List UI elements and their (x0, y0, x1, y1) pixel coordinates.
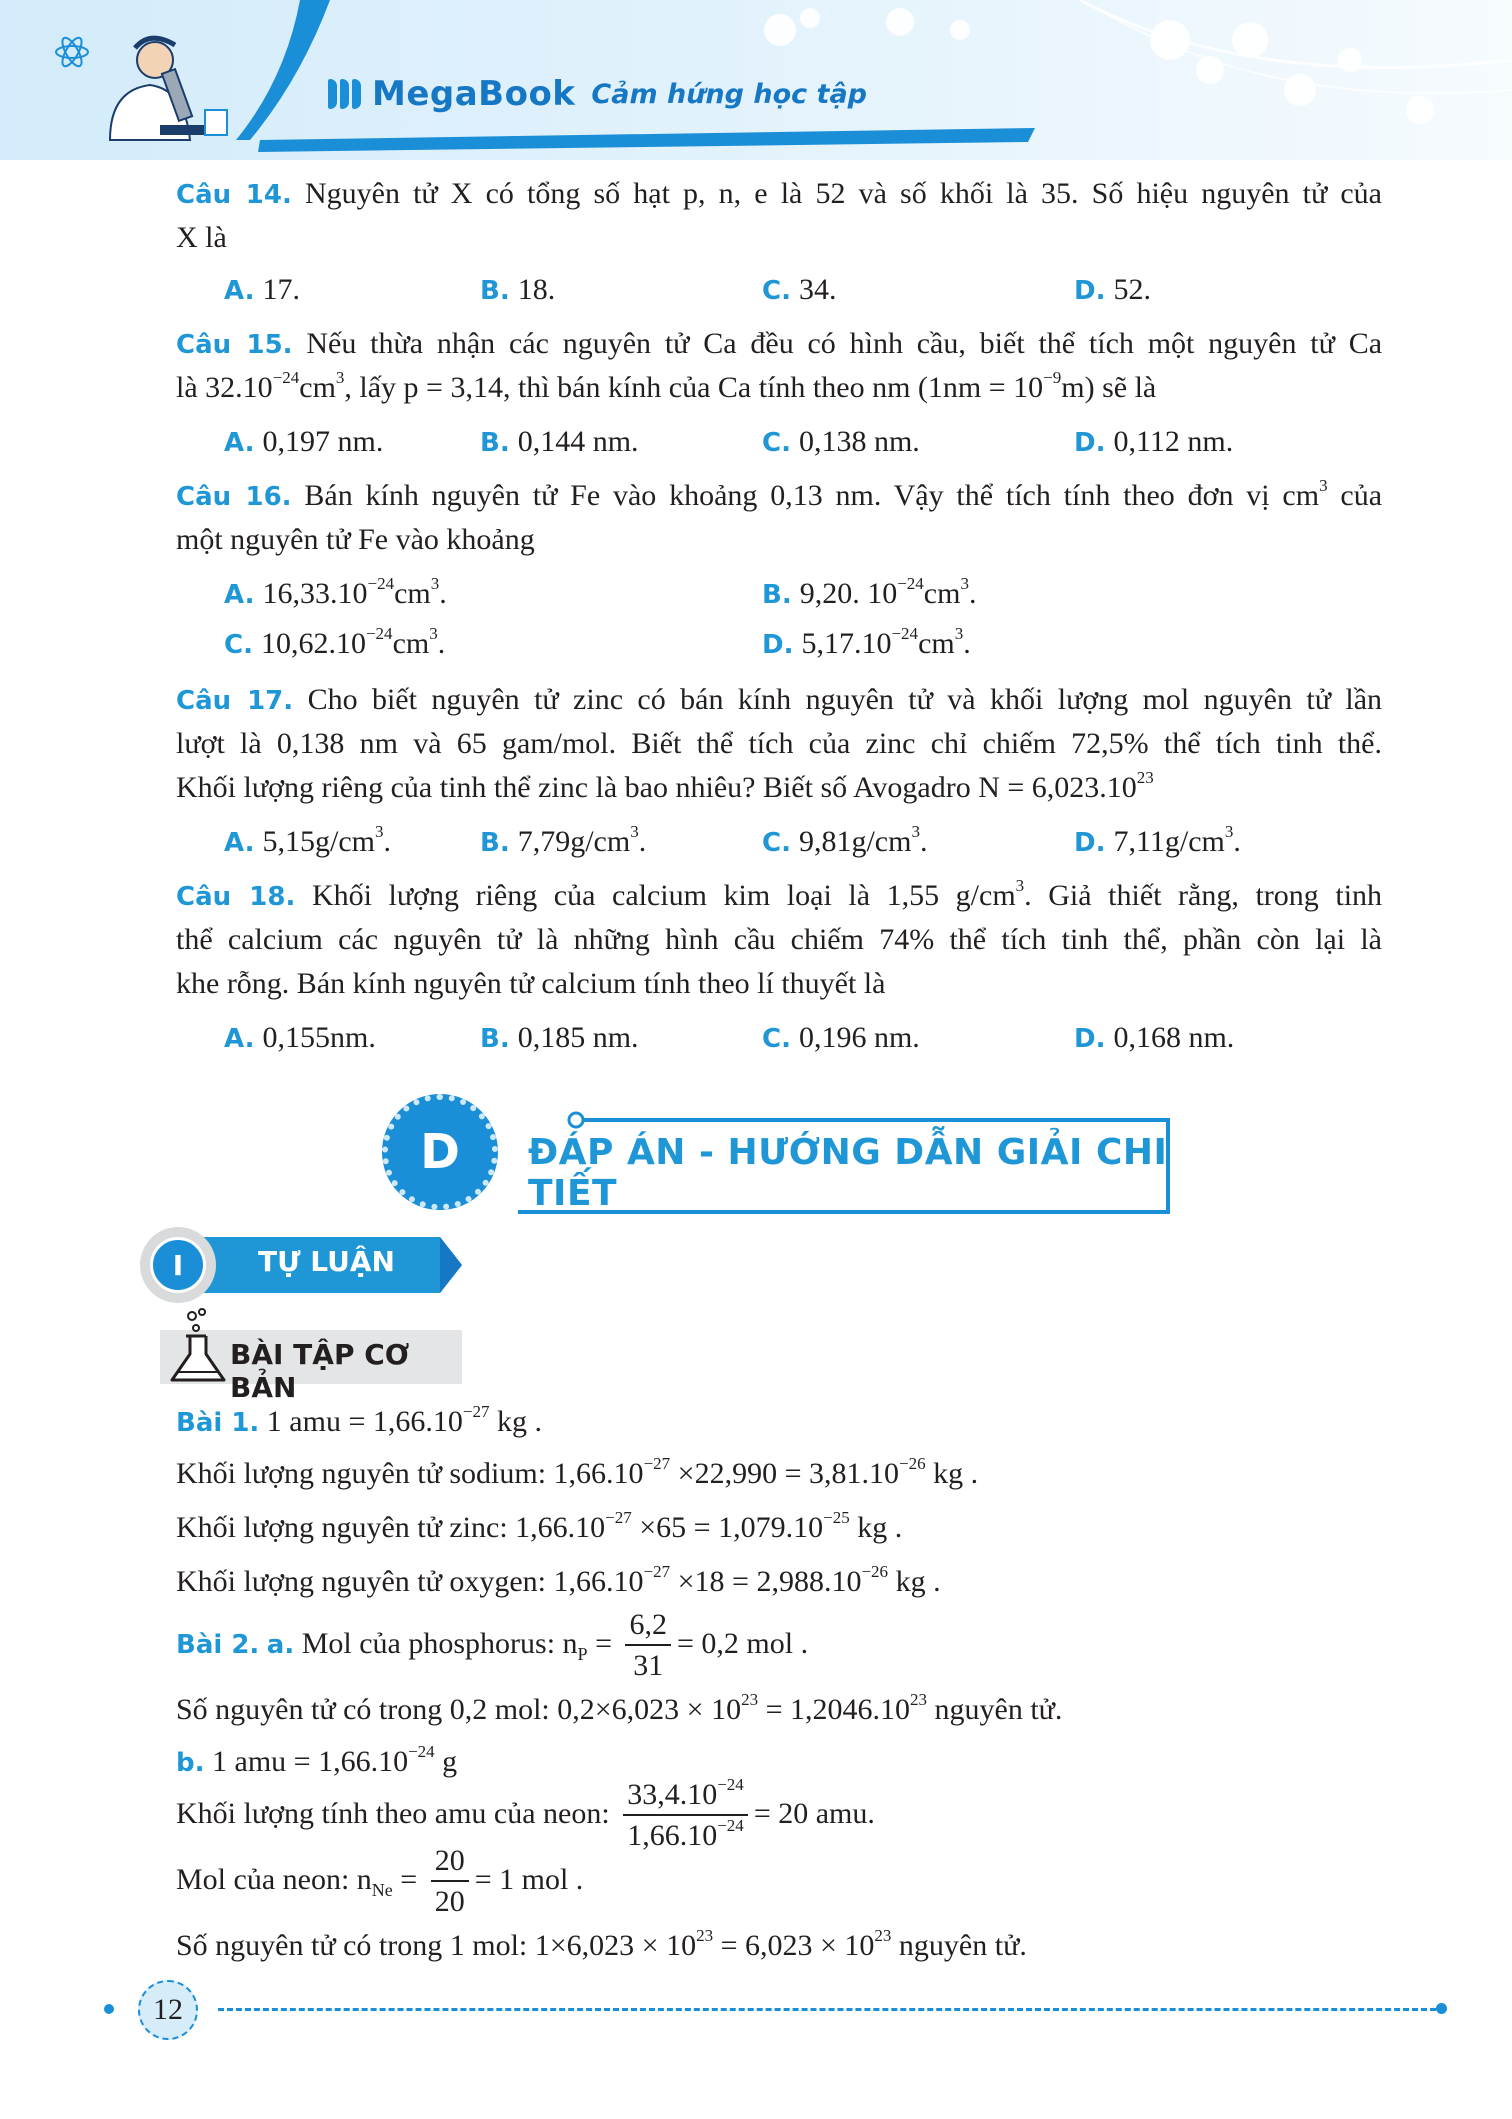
bai1-line1: Bài 1. 1 amu = $1,66.10^{-27}$ kg . (176, 1402, 542, 1438)
footer-dot-left (104, 2004, 114, 2014)
brand-slogan: Cảm hứng học tập (591, 78, 868, 110)
q15-option-c: C. 0,138 nm. (762, 425, 920, 458)
q15-label: Câu 15. (176, 330, 293, 360)
q15-option-a: A. 0,197 nm. (224, 425, 384, 458)
q18-line3: khe rỗng. Bán kính nguyên tử calcium tính theo lí thuyết là (176, 967, 886, 1000)
q17-line1: Câu 17. Cho biết nguyên tử zinc có bán kính nguyên tử và khối lượng mol nguyên tử lần (176, 683, 1383, 716)
q17-line2: lượt là 0,138 nm và 65 gam/mol. Biết thể tích của zinc chỉ chiếm 72,5% thể tích tinh thể. (176, 727, 1382, 760)
q16-option-c: C. $10,62.10^{-24}cm^3$. (224, 624, 446, 660)
q17-label: Câu 17. (176, 686, 294, 716)
page-footer (100, 1970, 1360, 2050)
part-i-title: TỰ LUẬN (258, 1245, 395, 1278)
bai1-line4: Khối lượng nguyên tử oxygen: $1,66.10^{-27} \times 18 = 2,988.10^{-26}$ kg . (176, 1562, 941, 1598)
footer-dot-right (1436, 2003, 1447, 2014)
q17-option-b: B. $7,79g/cm^3$. (480, 822, 647, 858)
q17-option-c: C. $9,81g/cm^3$. (762, 822, 928, 858)
q16-line1: Câu 16. Bán kính nguyên tử Fe vào khoảng 0,13 nm. Vậy thể tích tính theo đơn vị $cm^3$ của (176, 476, 1383, 512)
part-i-badge: I (140, 1227, 216, 1303)
q18-line2: thể calcium các nguyên tử là những hình cầu chiếm 74% thể tích tinh thể, phần còn lại là (176, 923, 1382, 956)
bai1-line2: Khối lượng nguyên tử sodium: $1,66.10^{-27} \times 22,990 = 3,81.10^{-26}$ kg . (176, 1454, 979, 1490)
fraction-neon-mol: $\frac{20}{20}$ (431, 1842, 469, 1922)
bai2-part-a: a. (266, 1630, 295, 1660)
q14-option-d: D. 52. (1074, 273, 1151, 306)
bai2-line-b2: Khối lượng tính theo amu của neon: $\frac{33,4.10^{-24}}{1,66.10^{-24}}$ = 20 amu. (176, 1772, 875, 1856)
bai2-line-b1: b. 1 amu = $1,66.10^{-24}$ g (176, 1742, 458, 1778)
subsection-heading (160, 1308, 462, 1404)
q15-line2: là $32.10^{-24}cm^3$, lấy p = 3,14, thì bán kính của Ca tính theo nm $(1nm = 10^{-9}m)$ sẽ là (176, 368, 1157, 404)
q18-label: Câu 18. (176, 882, 296, 912)
q17-option-d: D. $7,11g/cm^3$. (1074, 822, 1241, 858)
fraction-phosphorus: $\frac{6,2}{31}$ (625, 1606, 671, 1686)
q18-option-d: D. 0,168 nm. (1074, 1021, 1235, 1054)
q16-line2: một nguyên tử Fe vào khoảng (176, 523, 535, 556)
brand-logo (328, 74, 867, 114)
q15-option-d: D. 0,112 nm. (1074, 425, 1234, 458)
q14-option-b: B. 18. (480, 273, 556, 306)
q18-option-c: C. 0,196 nm. (762, 1021, 920, 1054)
bai2-line-a: Bài 2. a. Mol của phosphorus: $n_P$ = $\frac{6,2}{31}$ = 0,2 mol . (176, 1604, 808, 1686)
flask-icon (160, 1308, 230, 1390)
bai2-label: Bài 2. (176, 1630, 260, 1660)
q15-line1: Câu 15. Nếu thừa nhận các nguyên tử Ca đều có hình cầu, biết thể tích một nguyên tử Ca (176, 327, 1383, 360)
q14-option-a: A. 17. (224, 273, 300, 306)
brand-mark-icon (328, 79, 364, 109)
page-number: 12 (138, 1980, 198, 2040)
bai2-part-b: b. (176, 1748, 205, 1778)
q16-option-d: D. $5,17.10^{-24}cm^3$. (762, 624, 971, 660)
brand-name: MegaBook (372, 74, 576, 114)
bai2-line-b3: Mol của neon: $n_{Ne}$ = $\frac{20}{20}$ = 1 mol . (176, 1840, 583, 1922)
bai2-line-a2: Số nguyên tử có trong 0,2 mol: $0,2\times 6,023 \times 10^{23} = 1,2046.10^{23}$ nguyên tử. (176, 1690, 1063, 1726)
q16-option-a: A. $16,33.10^{-24}cm^3$. (224, 574, 447, 610)
bai1-label: Bài 1. (176, 1408, 260, 1438)
footer-divider (218, 2008, 1436, 2011)
q14-line2: X là (176, 221, 227, 254)
q18-option-a: A. 0,155nm. (224, 1021, 376, 1054)
part-i-heading (140, 1225, 470, 1305)
q14-label: Câu 14. (176, 180, 292, 210)
section-d-badge: D (382, 1094, 498, 1210)
q15-option-b: B. 0,144 nm. (480, 425, 639, 458)
q14-option-c: C. 34. (762, 273, 837, 306)
q16-option-b: B. 9,20. $10^{-24}cm^3$. (762, 574, 977, 610)
q18-line1: Câu 18. Khối lượng riêng của calcium kim loại là 1,55 $g/cm^3$. Giả thiết rằng, trong tinh (176, 876, 1383, 912)
fraction-neon-amu: $\frac{33,4.10^{-24}}{1,66.10^{-24}}$ (623, 1776, 748, 1856)
page-header (0, 0, 1512, 160)
q14-line1: Câu 14. Nguyên tử X có tổng số hạt p, n, e là 52 và số khối là 35. Số hiệu nguyên tử của (176, 177, 1383, 210)
section-d-heading (378, 1090, 1178, 1230)
section-d-title: ĐÁP ÁN - HƯỚNG DẪN GIẢI CHI TIẾT (528, 1132, 1168, 1214)
q16-label: Câu 16. (176, 482, 292, 512)
bai1-line3: Khối lượng nguyên tử zinc: $1,66.10^{-27} \times 65 = 1,079.10^{-25}$ kg . (176, 1508, 903, 1544)
q18-option-b: B. 0,185 nm. (480, 1021, 639, 1054)
subsection-title: BÀI TẬP CƠ BẢN (230, 1338, 410, 1404)
q17-option-a: A. $5,15g/cm^3$. (224, 822, 391, 858)
bai2-line-b4: Số nguyên tử có trong 1 mol: $1\times 6,023 \times 10^{23} = 6,023 \times 10^{23}$ nguyên tử. (176, 1926, 1027, 1962)
q17-line3: Khối lượng riêng của tinh thể zinc là bao nhiêu? Biết số Avogadro $N = 6,023.10^{23}$ (176, 768, 1154, 804)
